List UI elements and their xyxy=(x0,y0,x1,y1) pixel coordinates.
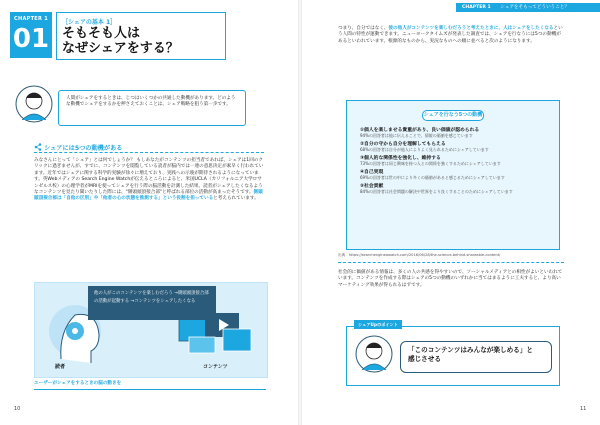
point-tag: シェアUpのポイント xyxy=(354,320,402,329)
point-line-1: 「このコンテンツはみんなが楽しめる」と xyxy=(408,346,533,354)
reasons-list xyxy=(360,124,550,194)
running-head xyxy=(456,3,600,12)
diagram-caption: ユーザーがシェアをするときの脳の動きを xyxy=(34,381,122,386)
reason-item xyxy=(360,154,550,167)
reason-title: ③個人的な関係性を強化し、維持する xyxy=(360,155,441,161)
chapter-block xyxy=(10,12,52,58)
diagram-callout xyxy=(88,286,216,320)
intro-text: 人間がシェアをするときは、じつはいくつかの共通した動機があります。どのような動機でシェアをするかを押さえておくことは、シェア戦略を狙う第一歩です。 xyxy=(66,96,236,108)
page-number-right: 11 xyxy=(580,406,587,412)
reason-sub: 68%の回答者は自分が他人によりよく見られるためにシェアしています xyxy=(360,146,489,152)
point-text xyxy=(408,346,533,364)
reason-sub: 94%の回答者は他に伝えることで、情報の価値を感じています xyxy=(360,132,473,138)
body-highlight: 側頭頭頂接合部は「自他の区別」や「他者の心の状態を推測する」という役割を担っている xyxy=(34,190,263,202)
body-main: みなさんにとって「シェア」とは何でしょうか？ もしあなたがコンテンツの担当者であれば、シェアは1回のクリックに過ぎませんが、すでに、コンテンツを閲覧している読者が脳内では一連の意思決定が素早く行われています。近年ではシェアに関する科学的実験が徐々に増えており、実践への示唆が期待されるようになっています。英Webメディアの Search Engine Watchが伝えるところによると、米国UCLA（カリフォルニア大学ロサンゼルス校）の心理学者がMRIを使ってシェアを行う際の脳活動を計測した結果、読者がシェアしたくなるようなコンテンツを見たり聞いたりした際には、"側頭頭頂接合部"と呼ばれる部位の活動が高まったそうです。 xyxy=(34,158,264,196)
content-label: コンテンツ xyxy=(203,364,228,370)
source-citation: 出典：https://searchengineowatch.com/2016/06/28/the-science-behind-shareable-content/ xyxy=(338,253,501,257)
right-body-end: という人間の特性が運動できます。ニューヨークタイムズが発表した調査では、シェアを行なうには5つの動機があるといわれています。根源的なものから、実況なものへの順に並べると次のようになります。 xyxy=(338,26,563,44)
presenter-avatar-icon xyxy=(14,84,54,128)
reasons-title: シェアを行なう5つの動機 xyxy=(422,110,484,121)
right-divider xyxy=(338,262,564,263)
reader-label: 読者 xyxy=(55,364,66,370)
left-page xyxy=(0,0,298,425)
title-line-1: そもそも人は xyxy=(62,26,141,41)
right-page xyxy=(302,0,600,425)
reason-sub: 69%の回答者は世の中により多くの価値があると感じるためにシェアしています xyxy=(360,174,505,180)
page-title xyxy=(62,26,179,56)
share-icon xyxy=(34,143,42,151)
chapter-label: CHAPTER 1 xyxy=(14,16,48,22)
right-body-highlight: 彼の他人がコンテンツを楽しむだろうと考えたときに、人はシェアをしたくなる xyxy=(388,26,554,31)
reason-title: ②自分の守から自分を理解してもらえる xyxy=(360,141,446,147)
reason-title: ⑤社会貢献 xyxy=(360,183,384,189)
point-line-2: 感じさせる xyxy=(408,355,441,363)
running-head-title: シェアをそもってどういうこと？ xyxy=(500,5,570,10)
title-tag: ［シェアの基本 1］ xyxy=(62,19,117,26)
reason-item xyxy=(360,126,550,139)
reason-sub: 84%の回答者は社会問題の解決や世界をより良くすることのためにシェアしています xyxy=(360,188,513,194)
diagram-caption-bar xyxy=(34,380,266,390)
reason-item xyxy=(360,182,550,195)
reason-title: ①価人を楽しませる貴重があり、良い価値が認められる xyxy=(360,127,480,133)
right-body-text xyxy=(338,26,564,45)
chapter-number: 01 xyxy=(12,24,50,54)
section-divider xyxy=(34,152,264,153)
body-end: と考えられています。 xyxy=(213,196,259,202)
section-heading: シェアには5つの動機がある xyxy=(44,145,123,152)
right-body-text-2: 社会的に価値がある情報は、多くの人の共感を得やすいので、ソーシャルメディアとの相性がよいといわれています。コンテンツを作成する際はシェアの5つの動機のいずれかに当てはまるように工夫すると、より高いマーケティング効果が得られるはずです。 xyxy=(338,270,563,288)
running-head-chapter: CHAPTER 1 xyxy=(462,5,491,10)
page-number-left: 10 xyxy=(14,406,21,412)
reason-sub: 73%の回答者は同じ興味を持つ人との関係を強くするためにシェアしています xyxy=(360,160,501,166)
body-text xyxy=(34,158,266,203)
right-body-main: つまり、自分ではなく、 xyxy=(338,26,389,31)
reason-title: ④自己実現 xyxy=(360,169,384,175)
diagram-callout-text: 他の人がこのコンテンツを楽しむだろう →側頭頭頂接合部の活動が起動する →コンテンツをシェアしたくなる xyxy=(94,291,209,304)
reason-item xyxy=(360,140,550,153)
title-line-2: なぜシェアをする？ xyxy=(62,41,179,56)
presenter-avatar-icon xyxy=(354,334,394,378)
reason-item xyxy=(360,168,550,181)
